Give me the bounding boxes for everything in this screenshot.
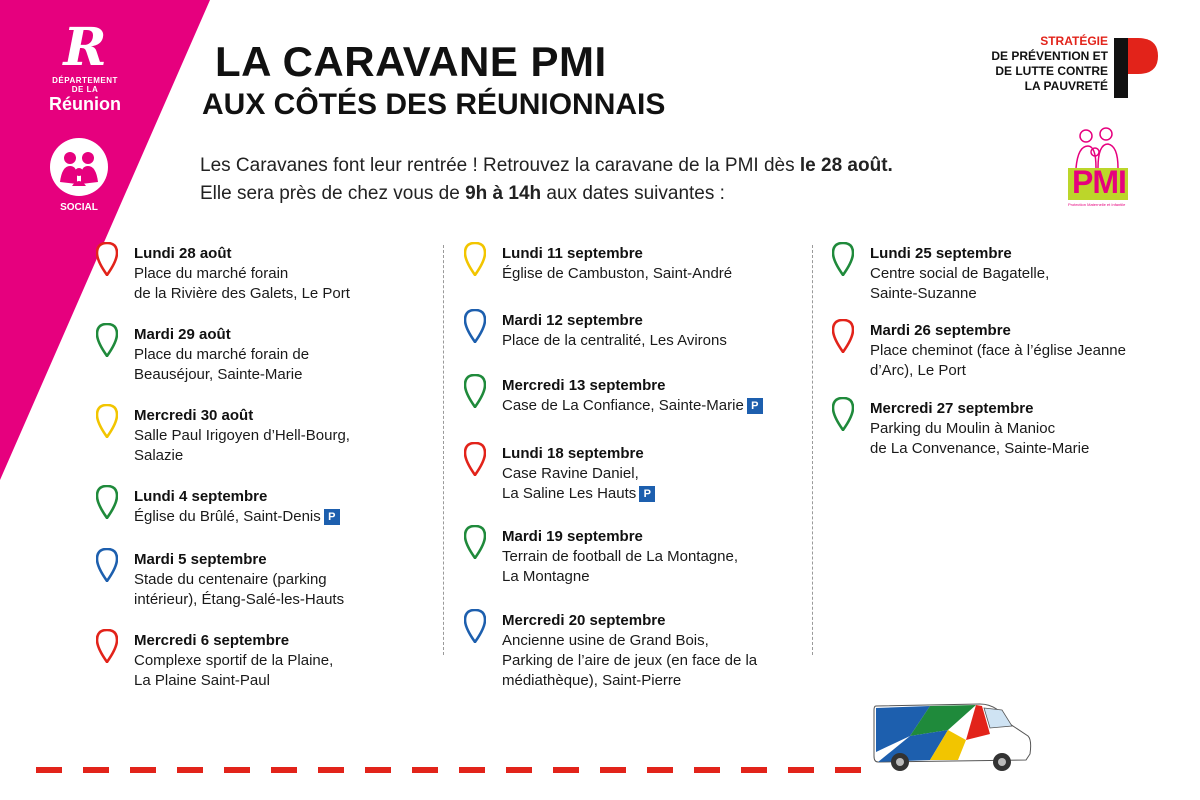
schedule-date: Lundi 28 août	[134, 245, 232, 262]
schedule-location-line: Beauséjour, Sainte-Marie	[134, 366, 303, 383]
strategy-line-3: DE LUTTE CONTRE	[995, 64, 1108, 78]
pmi-tagline: Protection Maternelle et Infantile	[1068, 202, 1126, 207]
schedule-location-line: Place de la centralité, Les Avirons	[502, 332, 727, 349]
road-dash	[83, 767, 109, 773]
map-pin-icon	[96, 323, 118, 357]
schedule-entry	[134, 487, 340, 527]
road-dash	[647, 767, 673, 773]
road-dash	[600, 767, 626, 773]
intro-line-1: Les Caravanes font leur rentrée ! Retrouvez la caravane de la PMI dès le 28 août.	[200, 155, 893, 176]
parking-icon: P	[747, 398, 763, 414]
map-pin-icon	[96, 404, 118, 438]
map-pin-icon	[832, 397, 854, 431]
schedule-location-line: Parking du Moulin à Manioc	[870, 420, 1056, 437]
schedule-entry	[134, 244, 350, 304]
road-dash	[36, 767, 62, 773]
schedule-entry	[134, 631, 333, 691]
schedule-date: Mercredi 6 septembre	[134, 632, 290, 649]
schedule-date: Mardi 19 septembre	[502, 528, 643, 545]
schedule-entry	[502, 444, 655, 504]
schedule-location-line: Place cheminot (face à l’église Jeanne	[870, 342, 1126, 359]
schedule-location-line: Centre social de Bagatelle,	[870, 265, 1050, 282]
schedule-entry	[870, 399, 1089, 459]
intro-line-2: Elle sera près de chez vous de 9h à 14h aux dates suivantes :	[200, 183, 725, 204]
schedule-entry	[134, 325, 309, 385]
map-pin-icon	[464, 374, 486, 408]
page-subtitle: AUX CÔTÉS DES RÉUNIONNAIS	[202, 88, 666, 121]
pmi-word: PMI	[1072, 164, 1126, 200]
column-divider	[443, 245, 444, 655]
map-pin-icon	[464, 525, 486, 559]
map-pin-icon	[832, 319, 854, 353]
schedule-date: Mercredi 20 septembre	[502, 612, 666, 629]
map-pin-icon	[96, 548, 118, 582]
schedule-date: Mardi 29 août	[134, 326, 231, 343]
strategy-pauvrete-logo	[960, 34, 1160, 104]
schedule-location-line: intérieur), Étang-Salé-les-Hauts	[134, 591, 345, 608]
logo-department-line: DÉPARTEMENT	[52, 76, 118, 85]
road-dash	[177, 767, 203, 773]
social-badge	[42, 138, 116, 228]
logo-reunion-name: Réunion	[49, 94, 121, 114]
map-pin-icon	[464, 242, 486, 276]
page-title: LA CARAVANE PMI	[215, 38, 607, 85]
schedule-location-line: Salle Paul Irigoyen d’Hell-Bourg,	[134, 427, 350, 444]
schedule-entry	[502, 311, 727, 351]
pmi-logo	[1062, 124, 1132, 210]
road-dashes	[36, 760, 896, 766]
road-dash	[224, 767, 250, 773]
map-pin-icon	[832, 242, 854, 276]
logo-de-la-line: DE LA	[71, 85, 99, 94]
schedule-location-line: Salazie	[134, 447, 184, 464]
intro-text	[200, 152, 893, 208]
map-pin-icon	[96, 629, 118, 663]
road-dash	[412, 767, 438, 773]
road-dash	[553, 767, 579, 773]
strategy-line-1: STRATÉGIE	[1040, 34, 1108, 48]
schedule-date: Mardi 26 septembre	[870, 322, 1011, 339]
road-dash	[788, 767, 814, 773]
schedule-location-line: Église de Cambuston, Saint-André	[502, 265, 733, 282]
road-dash	[741, 767, 767, 773]
schedule-location-line: médiathèque), Saint-Pierre	[502, 672, 682, 689]
schedule-entry	[870, 321, 1126, 381]
schedule-location-line: La Saline Les Hauts P	[502, 484, 655, 504]
departement-reunion-logo	[40, 17, 130, 120]
map-pin-icon	[464, 442, 486, 476]
schedule-entry	[134, 406, 350, 466]
road-dash	[318, 767, 344, 773]
schedule-location-line: Case de La Confiance, Sainte-Marie P	[502, 396, 763, 416]
schedule-location-line: de la Rivière des Galets, Le Port	[134, 285, 350, 302]
schedule-location-line: La Montagne	[502, 568, 590, 585]
schedule-date: Mercredi 13 septembre	[502, 377, 666, 394]
schedule-location-line: Sainte-Suzanne	[870, 285, 977, 302]
schedule-date: Lundi 25 septembre	[870, 245, 1012, 262]
schedule-location-line: d’Arc), Le Port	[870, 362, 966, 379]
schedule-entry	[134, 550, 344, 610]
schedule-date: Mardi 5 septembre	[134, 551, 267, 568]
schedule-location-line: de La Convenance, Sainte-Marie	[870, 440, 1090, 457]
schedule-entry	[502, 611, 757, 691]
road-dash	[365, 767, 391, 773]
schedule-date: Mardi 12 septembre	[502, 312, 643, 329]
road-dash	[835, 767, 861, 773]
schedule-entry	[502, 376, 763, 416]
schedule-location-line: Place du marché forain de	[134, 346, 310, 363]
strategy-line-2: DE PRÉVENTION ET	[991, 49, 1108, 63]
schedule-location-line: Case Ravine Daniel,	[502, 465, 639, 482]
schedule-date: Lundi 11 septembre	[502, 245, 643, 262]
r-logo-icon: R	[63, 17, 107, 78]
schedule-location-line: Terrain de football de La Montagne,	[502, 548, 738, 565]
schedule-location-line: Place du marché forain	[134, 265, 289, 282]
p-logo-icon	[1112, 34, 1160, 100]
parking-icon: P	[324, 509, 340, 525]
schedule-location-line: Stade du centenaire (parking	[134, 571, 327, 588]
schedule-entry	[870, 244, 1049, 304]
road-dash	[130, 767, 156, 773]
schedule-location-line: La Plaine Saint-Paul	[134, 672, 270, 689]
caravane-van-illustration	[870, 696, 1035, 776]
schedule-location-line: Ancienne usine de Grand Bois,	[502, 632, 709, 649]
road-dash	[271, 767, 297, 773]
schedule-entry	[502, 244, 732, 284]
road-dash	[459, 767, 485, 773]
schedule-date: Mercredi 27 septembre	[870, 400, 1034, 417]
schedule-entry	[502, 527, 738, 587]
schedule-location-line: Parking de l’aire de jeux (en face de la	[502, 652, 758, 669]
map-pin-icon	[96, 485, 118, 519]
schedule-date: Mercredi 30 août	[134, 407, 254, 424]
strategy-line-4: LA PAUVRETÉ	[1024, 79, 1108, 93]
map-pin-icon	[464, 609, 486, 643]
map-pin-icon	[96, 242, 118, 276]
family-icon	[50, 138, 108, 196]
schedule-location-line: Église du Brûlé, Saint-Denis P	[134, 507, 340, 527]
road-dash	[694, 767, 720, 773]
social-label: SOCIAL	[60, 202, 98, 213]
parking-icon: P	[639, 486, 655, 502]
schedule-date: Lundi 18 septembre	[502, 445, 644, 462]
road-dash	[506, 767, 532, 773]
schedule-location-line: Complexe sportif de la Plaine,	[134, 652, 334, 669]
map-pin-icon	[464, 309, 486, 343]
schedule-date: Lundi 4 septembre	[134, 488, 268, 505]
column-divider	[812, 245, 813, 655]
